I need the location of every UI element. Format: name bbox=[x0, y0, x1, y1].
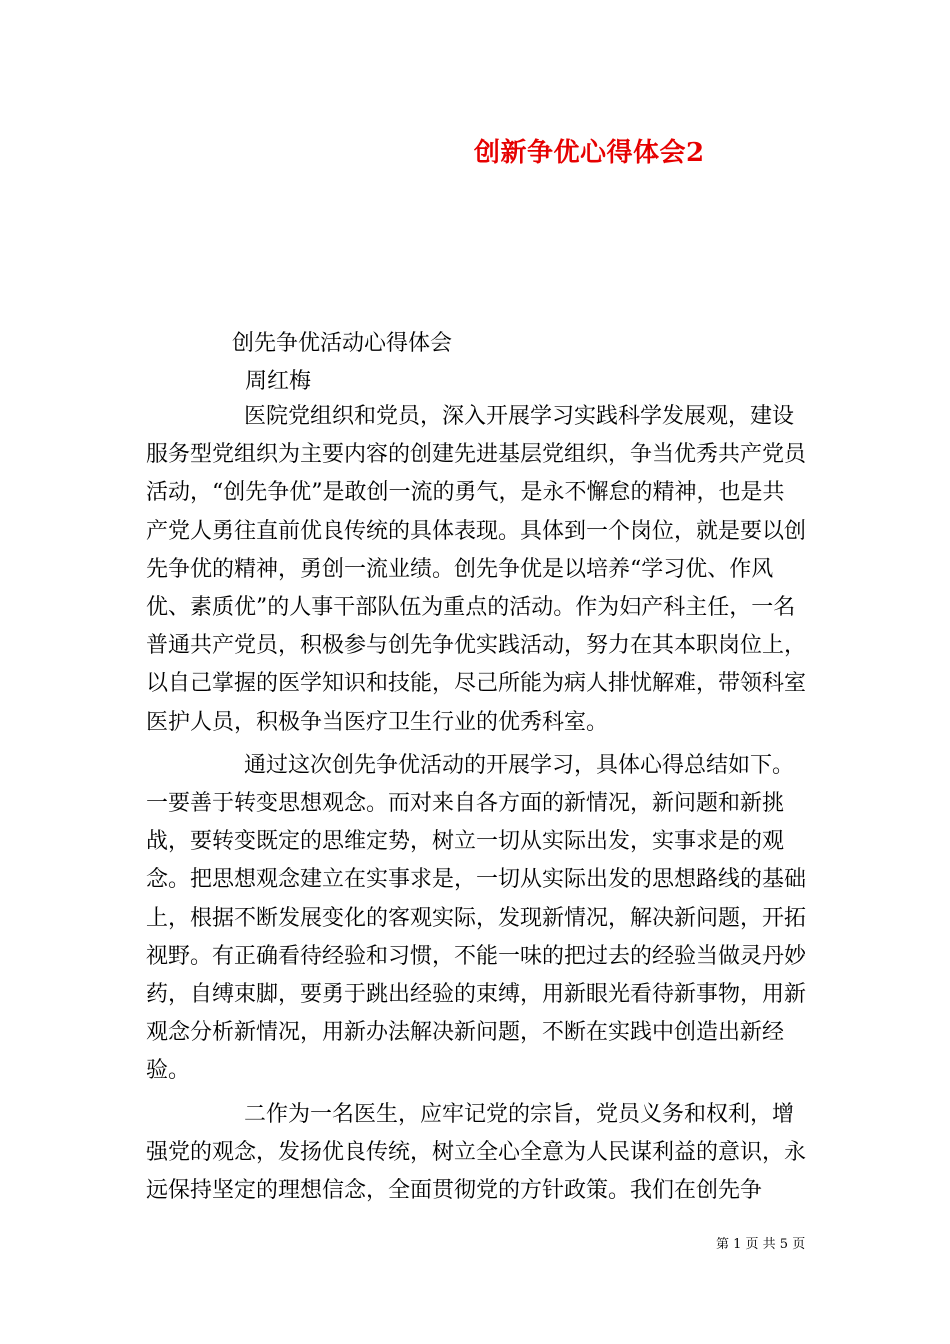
paragraph-text: 通过这次创先争优活动的开展学习，具体心得总结如下。一要善于转变思想观念。而对来自各方面的新情况，新问题和新挑战，要转变既定的思维定势，树立一切从实际出发，实事求是的观念。把思想观念建立在实事求是，一切从实际出发的思想路线的基础上，根据不断发展变化的客观实际，发现新情况，解决新问题，开拓视野。有正确看待经验和习惯，不能一味的把过去的经验当做灵丹妙药，自缚束脚，要勇于跳出经验的束缚，用新眼光看待新事物，用新观念分析新情况，用新办法解决新问题，不断在实践中创造出新经验。 bbox=[146, 752, 807, 1084]
body-paragraph bbox=[146, 398, 806, 742]
page-number-footer: 第 1 页 共 5 页 bbox=[716, 1237, 806, 1252]
paragraph-text: 医院党组织和党员，深入开展学习实践科学发展观，建设服务型党组织为主要内容的创建先进基层党组织，争当优秀共产党员活动，“创先争优”是敢创一流的勇气，是永不懈怠的精神，也是共产党人勇往直前优良传统的具体表现。具体到一个岗位，就是要以创先争优的精神，勇创一流业绩。创先争优是以培养“学习优、作风优、素质优”的人事干部队伍为重点的活动。作为妇产科主任，一名普通共产党员，积极参与创先争优实践活动，努力在其本职岗位上，以自己掌握的医学知识和技能，尽己所能为病人排忧解难，带领科室医护人员，积极争当医疗卫生行业的优秀科室。 bbox=[146, 404, 807, 735]
body-paragraph bbox=[146, 1096, 806, 1211]
body-paragraph bbox=[146, 747, 806, 1091]
document-author: 周红梅 bbox=[245, 369, 312, 394]
document-body bbox=[146, 398, 806, 1210]
document-title: 创新争优心得体会2 bbox=[474, 138, 705, 168]
paragraph-text: 二作为一名医生，应牢记党的宗旨，党员义务和权利，增强党的观念，发扬优良传统，树立全心全意为人民谋利益的意识，永远保持坚定的理想信念，全面贯彻党的方针政策。我们在创先争 bbox=[146, 1101, 807, 1204]
document-subtitle: 创先争优活动心得体会 bbox=[232, 331, 453, 356]
